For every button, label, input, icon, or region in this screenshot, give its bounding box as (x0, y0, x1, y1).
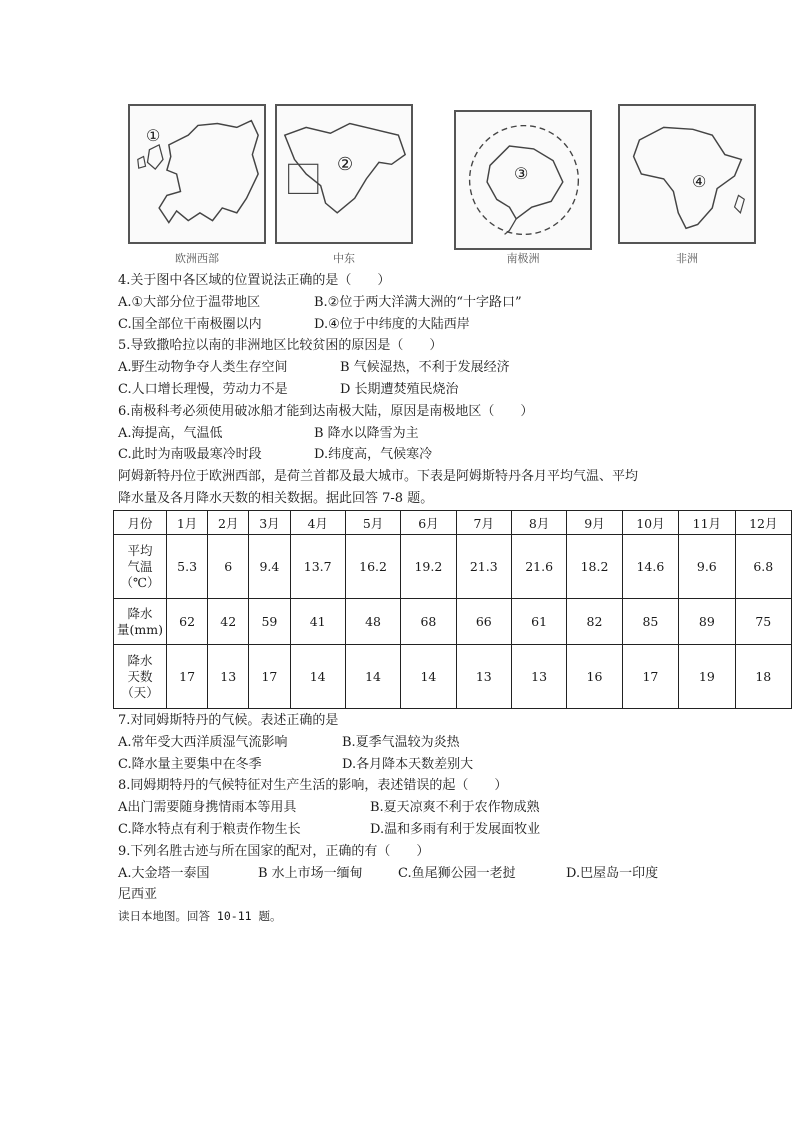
table-header-row (114, 511, 792, 535)
row-label-line: 天数 (127, 668, 153, 684)
q6-option-d: D.纬度高，气候寒冷 (314, 447, 433, 463)
row-label-line: （℃） (120, 574, 160, 590)
header-cell: 12月 (735, 511, 791, 535)
q7-option-d: D.各月降本天数差别大 (342, 756, 474, 772)
region-maps (128, 104, 778, 264)
q4-option-b: B.②位于两大洋满大洲的“十字路口” (314, 294, 522, 310)
table-cell: 9.6 (679, 535, 735, 599)
q6-option-c: C.此时为南吸最寒冷时段 (118, 447, 262, 463)
map-number-2: ② (337, 154, 354, 175)
table-cell: 68 (401, 599, 456, 645)
header-cell: 月份 (114, 511, 167, 535)
table-cell: 14.6 (622, 535, 678, 599)
table-cell: 17 (249, 645, 290, 709)
q7-option-a: A.常年受大西洋质湿气流影响 (118, 734, 288, 750)
header-cell: 5月 (345, 511, 400, 535)
table-cell: 21.3 (456, 535, 511, 599)
q4-option-d: D.④位于中纬度的大陆西岸 (314, 316, 470, 332)
table-cell: 18 (735, 645, 791, 709)
header-cell: 4月 (290, 511, 345, 535)
header-cell: 3月 (249, 511, 290, 535)
q8-option-b: B.夏天凉爽不利于农作物成熟 (370, 800, 540, 816)
table-cell: 14 (345, 645, 400, 709)
table-cell: 18.2 (567, 535, 622, 599)
table-cell: 21.6 (511, 535, 566, 599)
table-cell: 16.2 (345, 535, 400, 599)
row-label-line: 降水 (127, 652, 153, 668)
intro-line-1: 阿姆新特丹位于欧洲西部，是荷兰首都及最大城市。下表是阿姆斯特丹各月平均气温、平均 (118, 469, 639, 485)
row-label-precipitation (114, 599, 167, 645)
table-cell: 13 (456, 645, 511, 709)
table-cell: 13.7 (290, 535, 345, 599)
table-cell: 82 (567, 599, 622, 645)
map-middle-east (275, 104, 413, 244)
q8-option-c: C.降水特点有利于粮责作物生长 (118, 821, 301, 837)
table-cell: 16 (567, 645, 622, 709)
header-cell: 2月 (208, 511, 249, 535)
africa-outline-icon (620, 106, 754, 242)
caption-antarctica: 南极洲 (506, 252, 540, 265)
table-cell: 85 (622, 599, 678, 645)
table-cell: 5.3 (167, 535, 208, 599)
table-cell: 17 (622, 645, 678, 709)
table-cell: 62 (167, 599, 208, 645)
table-cell: 19.2 (401, 535, 456, 599)
table-cell: 61 (511, 599, 566, 645)
map-antarctica (454, 110, 592, 250)
map-number-4: ④ (692, 172, 707, 191)
table-cell: 14 (401, 645, 456, 709)
header-cell: 9月 (567, 511, 622, 535)
q5-option-b: B 气候湿热，不利于发展经济 (340, 360, 510, 376)
q9-option-c: C.鱼尾狮公园一老挝 (398, 865, 516, 881)
table-cell: 6.8 (735, 535, 791, 599)
q5-stem: 5.导致撒哈拉以南的非洲地区比较贫困的原因是（ ） (118, 338, 443, 354)
map-africa (618, 104, 756, 244)
questions-7-9 (118, 710, 658, 928)
row-label-line: 平均 (127, 542, 153, 558)
q6-option-b: B 降水以降雪为主 (314, 425, 419, 441)
q7-option-b: B.夏季气温较为炎热 (342, 734, 460, 750)
table-cell: 75 (735, 599, 791, 645)
row-label-line: 量(mm) (117, 621, 163, 637)
row-label-line: 气温 (127, 558, 153, 574)
caption-africa: 非洲 (676, 252, 698, 265)
q5-option-a: A.野生动物争夺人类生存空间 (118, 360, 288, 376)
table-cell: 13 (208, 645, 249, 709)
map-western-europe (128, 104, 266, 244)
q9-stem: 9.下列名胜古迹与所在国家的配对，正确的有（ ） (118, 843, 430, 859)
q9-option-a: A.大金塔一泰国 (118, 865, 210, 881)
table-cell: 19 (679, 645, 735, 709)
intro-line-2: 降水量及各月降水天数的相关数据。据此回答 7-8 题。 (118, 490, 434, 506)
q9-option-d: D.巴屋岛一印度 (566, 865, 659, 881)
questions-4-6 (118, 270, 638, 510)
q4-option-c: C.国全部位干南极圈以内 (118, 316, 262, 332)
table-cell: 42 (208, 599, 249, 645)
q5-option-d: D 长期遭焚殖民烧治 (340, 381, 459, 397)
map-number-3: ③ (514, 164, 529, 183)
table-cell: 14 (290, 645, 345, 709)
table-cell: 48 (345, 599, 400, 645)
header-cell: 6月 (401, 511, 456, 535)
table-cell: 41 (290, 599, 345, 645)
q8-stem: 8.同姆期特丹的气候特征对生产生活的影响，表述错误的起（ ） (118, 778, 508, 794)
q9-option-d-continued: 尼西亚 (118, 887, 158, 903)
table-cell: 17 (167, 645, 208, 709)
q8-option-a: A出门需要随身携情雨本等用具 (118, 800, 297, 816)
q4-option-a: A.①大部分位于温带地区 (118, 294, 261, 310)
q8-option-d: D.温和多雨有利于发展面牧业 (370, 821, 541, 837)
table-cell: 89 (679, 599, 735, 645)
map-number-1: ① (146, 126, 161, 145)
table-cell: 9.4 (249, 535, 290, 599)
q7-option-c: C.降水量主要集中在冬季 (118, 756, 262, 772)
table-cell: 66 (456, 599, 511, 645)
amsterdam-climate-table (113, 510, 792, 709)
header-cell: 10月 (622, 511, 678, 535)
q5-option-c: C.人口增长理慢，劳动力不是 (118, 381, 288, 397)
q4-stem: 4.关于图中各区域的位置说法正确的是（ ） (118, 273, 391, 288)
header-cell: 8月 (511, 511, 566, 535)
q7-stem: 7.对同姆斯特丹的气候。表述正确的是 (118, 713, 339, 728)
table-row-precipitation (114, 599, 792, 645)
q10-11-instruction: 读日本地图。回答 10-11 题。 (118, 909, 282, 924)
row-label-rain-days (114, 645, 167, 709)
table-cell: 59 (249, 599, 290, 645)
table-cell: 13 (511, 645, 566, 709)
table-row-temperature (114, 535, 792, 599)
caption-western-europe: 欧洲西部 (175, 252, 219, 265)
row-label-temperature (114, 535, 167, 599)
header-cell: 11月 (679, 511, 735, 535)
q9-option-b: B 水上市场一缅甸 (258, 865, 363, 881)
table-row-rain-days (114, 645, 792, 709)
q6-stem: 6.南极科考必须使用破冰船才能到达南极大陆，原因是南极地区（ ） (118, 403, 534, 419)
row-label-line: 降水 (127, 605, 153, 621)
header-cell: 7月 (456, 511, 511, 535)
q6-option-a: A.海提高，气温低 (118, 425, 223, 441)
header-cell: 1月 (167, 511, 208, 535)
row-label-line: （天） (121, 684, 159, 700)
caption-middle-east: 中东 (333, 252, 355, 265)
table-cell: 6 (208, 535, 249, 599)
